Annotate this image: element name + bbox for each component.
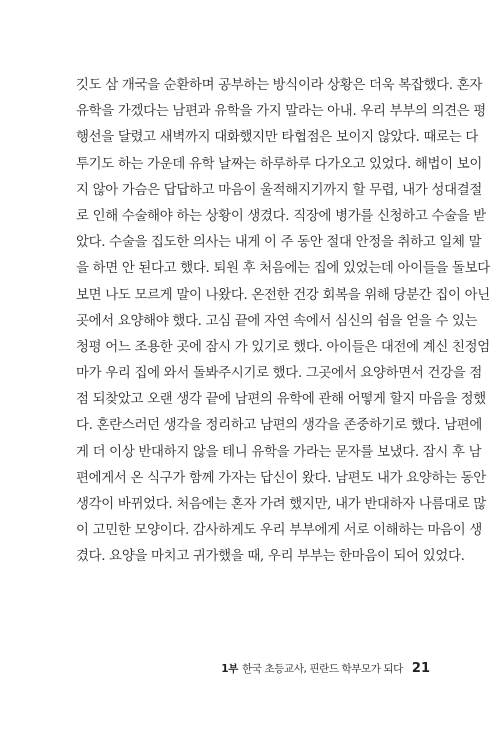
text-line-18: 이 고민한 모양이다. 감사하게도 우리 부부에게 서로 이해하는 마음이 생	[76, 523, 482, 539]
text-line-15: 게 더 이상 반대하지 않을 테니 유학을 가라는 문자를 보냈다. 잠시 후 남	[76, 444, 482, 460]
text-line-8: 을 하면 안 된다고 했다. 퇴원 후 처음에는 집에 있었는데 아이들을 돌보다	[76, 261, 490, 277]
text-line-11: 청평 어느 조용한 곳에 잠시 가 있기로 했다. 아이들은 대전에 계신 친정엄	[76, 339, 490, 355]
footer-part-label: 1부	[221, 663, 239, 675]
text-line-3: 행선을 달렸고 새벽까지 대화했지만 타협점은 보이지 않았다. 때로는 다	[76, 130, 479, 146]
page-number: 21	[411, 661, 430, 676]
footer-chapter-title: 한국 초등교사, 핀란드 학부모가 되다	[242, 663, 403, 675]
text-line-14: 다. 혼란스러던 생각을 정리하고 남편의 생각을 존중하기로 했다. 남편에	[76, 418, 482, 434]
text-line-13: 점 되찾았고 오랜 생각 끝에 남편의 유학에 관해 어떻게 할지 마음을 정했	[76, 392, 486, 408]
text-line-17: 생각이 바뀌었다. 처음에는 혼자 가려 했지만, 내가 반대하자 나름대로 많	[76, 497, 486, 512]
text-line-5: 지 않아 가슴은 답답하고 마음이 울적해지기까지 할 무렵, 내가 성대결절	[76, 182, 482, 198]
text-line-10: 곳에서 요양해야 했다. 고심 끝에 자연 속에서 심신의 쉼을 얻을 수 있는	[76, 313, 478, 329]
text-line-1: 깃도 삼 개국을 순환하며 공부하는 방식이라 상황은 더욱 복잡했다. 혼자	[76, 78, 482, 93]
text-line-7: 았다. 수술을 집도한 의사는 내게 이 주 동안 절대 안정을 취하고 일체 말	[76, 235, 482, 251]
text-line-12: 마가 우리 집에 와서 돌봐주시기로 했다. 그곳에서 요양하면서 건강을 점	[76, 366, 482, 382]
text-line-6: 로 인해 수술해야 하는 상황이 생겼다. 직장에 병가를 신청하고 수술을 받	[76, 208, 486, 224]
text-line-16: 편에게서 온 식구가 함께 가자는 답신이 왔다. 남편도 내가 요양하는 동안	[76, 470, 486, 486]
running-footer	[221, 661, 430, 676]
body-text	[76, 73, 490, 571]
text-line-9: 보면 나도 모르게 말이 나왔다. 온전한 건강 회복을 위해 당분간 집이 아닌	[76, 287, 490, 303]
text-line-4: 투기도 하는 가운데 유학 날짜는 하루하루 다가오고 있었다. 해법이 보이	[76, 156, 482, 172]
text-line-19: 겼다. 요양을 마치고 귀가했을 때, 우리 부부는 한마음이 되어 있었다.	[76, 549, 465, 565]
text-line-2: 유학을 가겠다는 남편과 유학을 가지 말라는 아내. 우리 부부의 의견은 평	[76, 104, 486, 120]
